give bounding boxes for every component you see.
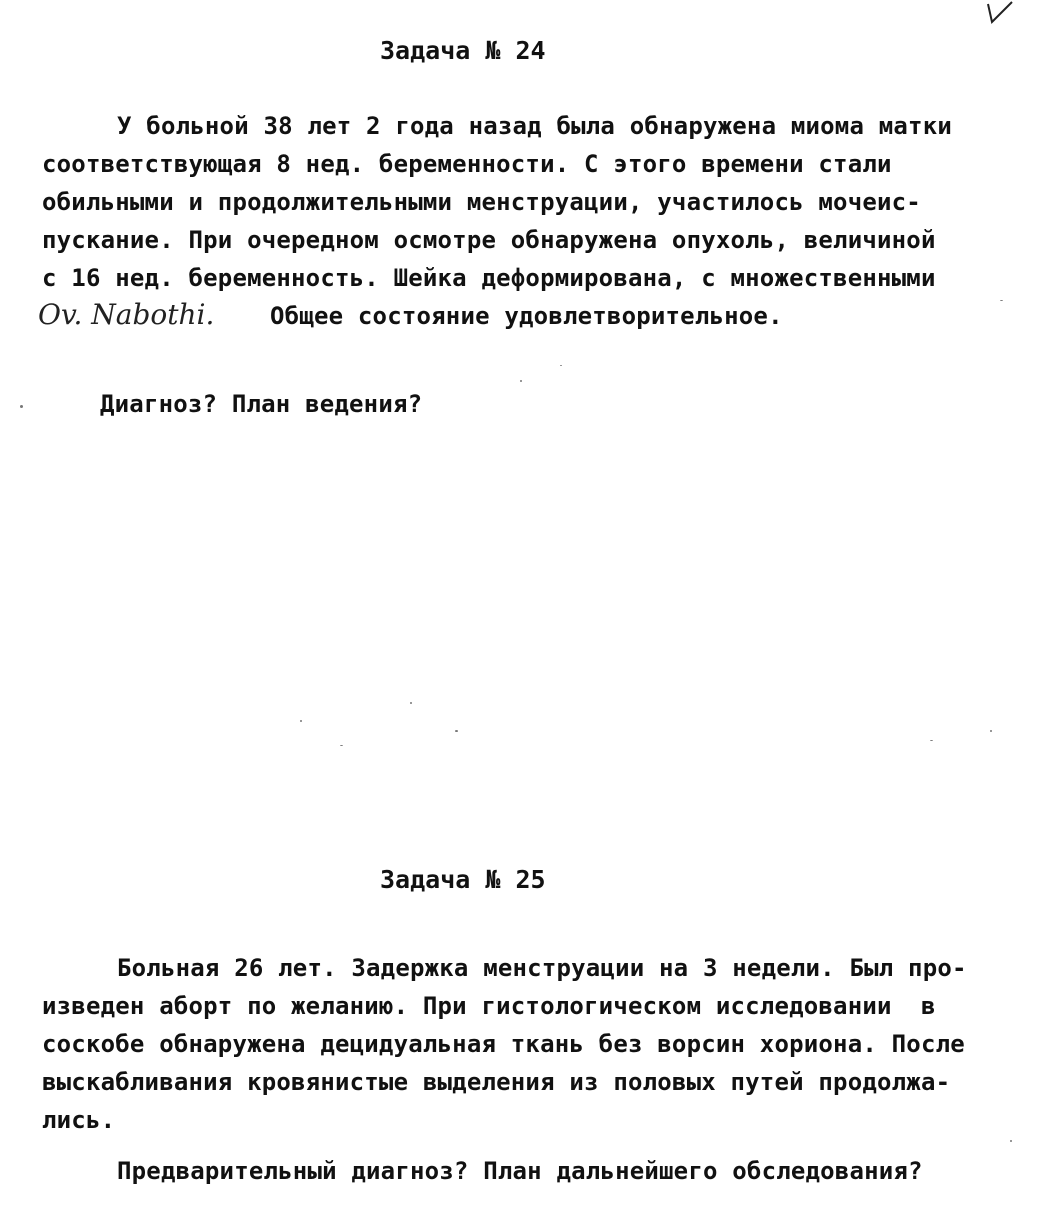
problem-title: Задача № 25 <box>380 865 546 894</box>
paragraph-line: соответствующая 8 нед. беременности. С этого времени стали <box>42 150 892 178</box>
paragraph-line: обильными и продолжительными менструации, участилось мочеис- <box>42 188 921 216</box>
paragraph-line: лись. <box>42 1106 116 1134</box>
checkmark-icon <box>982 0 1022 30</box>
question: Предварительный диагноз? План дальнейшего обследования? <box>117 1157 923 1185</box>
paragraph-line: пускание. При очередном осмотре обнаружена опухоль, величиной <box>42 226 936 254</box>
paragraph-line: Общее состояние удовлетворительное. <box>270 302 783 330</box>
paragraph-line: выскабливания кровянистые выделения из половых путей продолжа- <box>42 1068 951 1096</box>
paragraph-line: с 16 нед. беременность. Шейка деформирована, с множественными <box>42 264 936 292</box>
paragraph-line: У больной 38 лет 2 года назад была обнаружена миома матки <box>117 112 953 140</box>
handwritten-note: Ov. Nabothi. <box>38 298 215 331</box>
paragraph-line: Больная 26 лет. Задержка менструации на 3 недели. Был про- <box>117 954 967 982</box>
paragraph-line: изведен аборт по желанию. При гистологическом исследовании в <box>42 992 936 1020</box>
question: Диагноз? План ведения? <box>100 390 423 418</box>
problem-title: Задача № 24 <box>380 36 546 65</box>
paragraph-line: соскобе обнаружена децидуальная ткань без ворсин хориона. После <box>42 1030 965 1058</box>
